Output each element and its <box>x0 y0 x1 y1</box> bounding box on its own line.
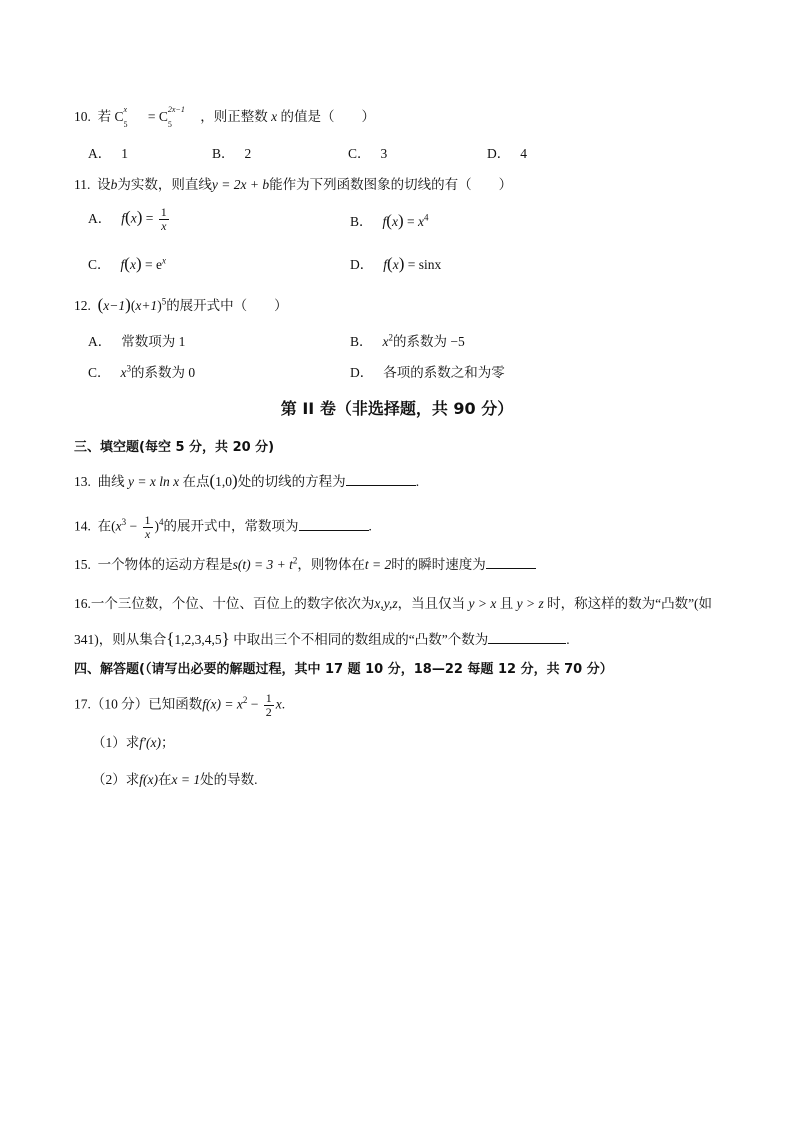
comb-top: x <box>123 105 128 114</box>
number-set: 1,2,3,4,5 <box>174 632 222 647</box>
brace: } <box>221 629 230 648</box>
comb-bottom: 5 <box>123 120 128 129</box>
func-rhs: e <box>156 257 162 272</box>
frac-num: 1 <box>160 205 167 219</box>
paren: ( <box>97 295 104 314</box>
paren: ( <box>125 207 131 227</box>
func-f: f <box>383 257 388 272</box>
var-x: x <box>271 109 278 124</box>
option-text: 2 <box>244 146 252 161</box>
point: 1,0 <box>215 474 233 489</box>
q15-text: 一个物体的运动方程是 <box>97 557 233 572</box>
func-arg: x <box>130 210 137 226</box>
question-number: 13. <box>74 474 91 489</box>
q11-text: 为实数，则直线 <box>117 177 212 192</box>
condition-2: y > z <box>516 596 544 611</box>
function-expr: f(x) <box>139 772 158 787</box>
func-f: f <box>120 257 125 272</box>
option-var: x <box>382 334 389 349</box>
paren: ) <box>135 254 142 273</box>
question-17-part-1 <box>92 734 174 752</box>
fraction <box>143 514 153 541</box>
question-16-line-2 <box>74 630 570 649</box>
part-label: （2）求 <box>92 772 140 787</box>
combination-2 <box>158 105 197 129</box>
q11-text: 设 <box>97 177 111 192</box>
q11-option-c[interactable]: C． $f(x) = e^x$ <box>88 254 166 273</box>
period: . <box>566 632 570 647</box>
option-label: B． <box>350 214 373 229</box>
q14-text: 在 <box>97 518 112 534</box>
q14-text: 的展开式中，常数项为 <box>163 518 299 534</box>
base-var: x <box>115 518 122 534</box>
q11-option-d[interactable]: D． f(x) = sinx <box>350 254 442 273</box>
paren: ) <box>157 298 162 313</box>
question-13 <box>74 472 419 491</box>
option-text: 的系数为 0 <box>131 365 196 380</box>
option-label: D． <box>350 365 374 380</box>
exponent: 2 <box>388 332 394 343</box>
paren: ( <box>387 254 393 273</box>
period: . <box>415 474 420 489</box>
paren: ( <box>386 211 392 230</box>
q16-text: 时，称这样的数为“凸数”(如 <box>547 596 713 611</box>
answer-blank[interactable] <box>346 473 416 486</box>
question-number: 11. <box>74 177 91 192</box>
func-f: f <box>121 210 126 226</box>
func-f: f <box>382 214 387 229</box>
q12-option-b[interactable] <box>350 333 465 351</box>
time-value: t = 2 <box>364 557 392 572</box>
q12-option-d[interactable] <box>350 364 505 382</box>
fraction <box>264 692 274 719</box>
question-11 <box>74 176 512 194</box>
func-rhs: x <box>418 214 424 229</box>
q10-option-d[interactable] <box>487 145 527 163</box>
point-value: x = 1 <box>171 772 201 787</box>
part-2-title: 第 II 卷（非选择题，共 90 分） <box>280 399 514 418</box>
q12-option-a[interactable] <box>88 333 185 351</box>
question-17 <box>74 692 285 719</box>
line-equation: y = 2x + b <box>211 177 270 192</box>
q11-text: 能作为下列函数图象的切线的有（ ） <box>269 177 513 192</box>
func-rhs: sinx <box>418 257 442 272</box>
q16-text: ，当且仅当 <box>397 596 466 611</box>
exponent: x <box>162 255 166 266</box>
part-label: （1）求 <box>92 735 140 750</box>
q10-text: ，则正整数 <box>200 109 268 124</box>
option-text: 的系数为 −5 <box>393 334 465 349</box>
func-arg: x <box>391 214 398 229</box>
frac-den: x <box>144 527 151 541</box>
option-label: A． <box>88 146 112 161</box>
q12-option-c[interactable] <box>88 364 195 382</box>
factor-2: x+1 <box>135 298 158 313</box>
frac-den: 2 <box>265 705 272 719</box>
option-var: x <box>120 365 127 380</box>
digit-vars: x,y,z <box>374 596 398 611</box>
answer-blank[interactable] <box>488 631 566 644</box>
function-def: f(x) = x <box>202 696 243 712</box>
var-x: x <box>275 696 282 712</box>
question-number: 12. <box>74 298 91 313</box>
period: . <box>368 518 372 534</box>
func-arg: x <box>392 257 399 272</box>
option-label: C． <box>88 257 111 272</box>
comb-symbol: C <box>114 109 124 124</box>
option-label: C． <box>88 365 111 380</box>
question-number: 17. <box>74 696 91 712</box>
q10-option-b[interactable] <box>212 145 251 163</box>
frac-num: 1 <box>265 691 272 705</box>
q10-text: 若 <box>97 109 112 124</box>
exponent: 4 <box>159 517 164 528</box>
q13-text: 在点 <box>182 474 210 489</box>
q15-text: ，则物体在 <box>297 557 365 572</box>
question-12 <box>74 296 288 315</box>
var-b: b <box>110 177 118 192</box>
curve-equation: y = x ln x <box>128 474 180 489</box>
question-number: 15. <box>74 557 91 572</box>
q16-text: 341)，则从集合 <box>74 632 167 647</box>
factor-1: x−1 <box>103 298 126 313</box>
motion-equation: s(t) = 3 + t <box>232 557 293 572</box>
equals: = <box>147 109 156 124</box>
question-14: 14. 在($x^3$ − $\frac{1}{x}$ )$^4$的展开式中，常数项为 . <box>74 513 372 541</box>
q17-text: （10 分）已知函数 <box>90 696 203 712</box>
minus: − <box>247 696 262 712</box>
q10-text: 的值是（ ） <box>280 109 375 124</box>
derivative-expr: f′(x) <box>139 735 161 750</box>
answer-blank[interactable] <box>299 518 369 531</box>
paren: ) <box>232 471 238 490</box>
option-label: A． <box>88 210 112 226</box>
q10-option-a[interactable] <box>88 145 128 163</box>
period: . <box>281 696 286 712</box>
paren: ) <box>125 295 131 314</box>
q17-text: 处的导数. <box>200 772 258 787</box>
question-10 <box>74 105 375 129</box>
question-number: 16. <box>74 596 91 611</box>
exponent: 4 <box>424 212 429 223</box>
brace: { <box>166 629 175 648</box>
q13-text: 处的切线的方程为 <box>237 474 346 489</box>
paren: ) <box>397 211 404 230</box>
comb-top: 2x−1 <box>167 105 185 114</box>
frac-den: x <box>161 219 167 233</box>
func-arg: x <box>129 257 136 272</box>
option-text: 3 <box>380 146 388 161</box>
q11-option-b[interactable]: B． $f(x) = x^4$ <box>350 211 429 230</box>
paren: ( <box>209 471 216 490</box>
q15-text: 时的瞬时速度为 <box>391 557 486 572</box>
option-label: C． <box>348 146 371 161</box>
q10-option-c[interactable] <box>348 145 387 163</box>
answer-blank[interactable] <box>486 556 536 569</box>
q13-text: 曲线 <box>97 474 125 489</box>
combination-1 <box>114 105 145 129</box>
option-label: B． <box>212 146 235 161</box>
option-label: D． <box>487 146 511 161</box>
frac-num: 1 <box>144 513 151 527</box>
exponent: 3 <box>126 363 132 374</box>
option-label: B． <box>350 334 373 349</box>
comb-symbol: C <box>158 109 168 124</box>
paren: ( <box>130 298 136 313</box>
exponent: 5 <box>161 296 167 307</box>
q16-text: 且 <box>499 596 514 611</box>
paren: ) <box>136 207 143 227</box>
exponent: 2 <box>242 695 248 706</box>
question-15 <box>74 556 536 574</box>
option-text: 4 <box>520 146 527 161</box>
section-4-heading: 四、解答题(（请写出必要的解题过程，其中 17 题 10 分，18—22 每题 12 分，共 70 分） <box>74 662 613 677</box>
question-16-line-1 <box>74 595 712 613</box>
paren: ( <box>124 254 130 273</box>
option-text: 1 <box>121 146 128 161</box>
question-17-part-2 <box>92 771 257 789</box>
condition-1: y > x <box>468 596 497 611</box>
option-label: D． <box>350 257 374 272</box>
q16-text: 中取出三个不相同的数组成的“凸数”个数为 <box>233 632 489 647</box>
question-number: 10. <box>74 109 91 124</box>
punct: ； <box>160 735 175 750</box>
option-text: 各项的系数之和为零 <box>383 365 505 380</box>
paren: ) <box>398 254 405 273</box>
exponent: 2 <box>292 555 298 566</box>
option-label: A． <box>88 334 112 349</box>
exponent: 3 <box>121 517 127 528</box>
section-3-heading: 三、填空题(每空 5 分，共 20 分) <box>74 440 275 455</box>
q11-option-a[interactable]: A． f(x) = $\frac{1}{x}$ <box>88 205 167 233</box>
option-text: 常数项为 1 <box>121 334 186 349</box>
q12-text: 的展开式中（ ） <box>166 298 288 313</box>
fraction <box>159 206 169 233</box>
q17-text: 在 <box>157 772 172 787</box>
comb-bottom: 5 <box>167 120 172 129</box>
question-number: 14. <box>74 518 91 534</box>
q16-text: 一个三位数，个位、十位、百位上的数字依次为 <box>90 596 375 611</box>
